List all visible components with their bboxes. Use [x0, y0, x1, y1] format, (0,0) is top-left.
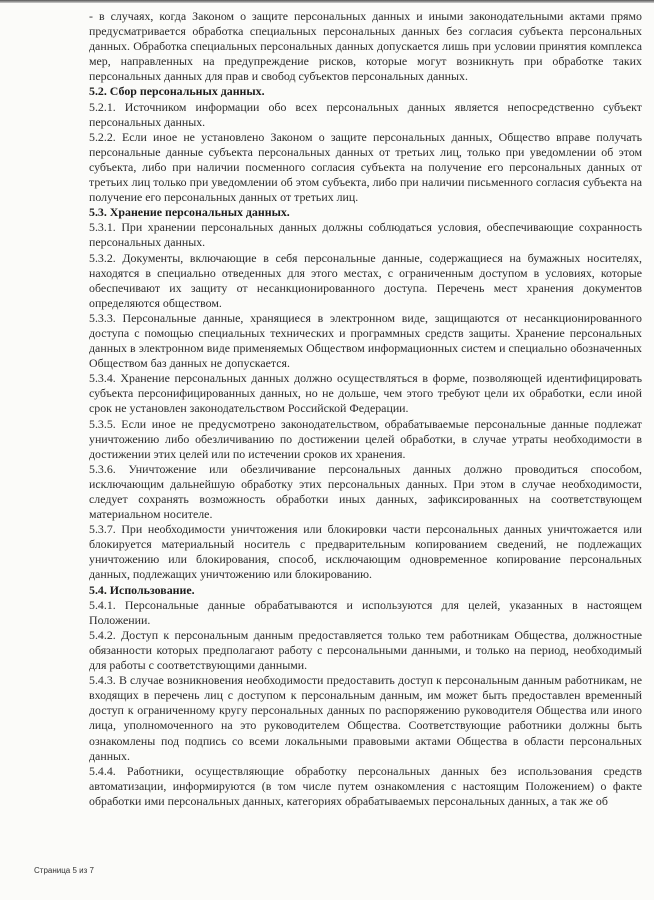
heading-collection: 5.2. Сбор персональных данных. — [89, 84, 265, 99]
paragraph-5-3-6: 5.3.6. Уничтожение или обезличивание персональных данных должно проводиться способом, исключающим дальнейшую обработку этих персональных данных. При этом в случае необходимости, следует сохранять возможность обработки иных данных, зафиксированных на соответствующем материальном носителе. — [89, 461, 642, 522]
heading-storage: 5.3. Хранение персональных данных. — [89, 205, 290, 220]
paragraph-5-4-4: 5.4.4. Работники, осуществляющие обработку персональных данных без использования средств автоматизации, информируются (в том числе путем ознакомления с настоящим Положением) о факте обработки ими персональных данных, категориях обрабатываемых персональных данных, а так же об — [89, 763, 642, 808]
paragraph-5-2-1: 5.2.1. Источником информации обо всех персональных данных является непосредственно субъект персональных данных. — [89, 99, 642, 129]
scan-edge — [0, 0, 654, 3]
paragraph-special-data: - в случаях, когда Законом о защите персональных данных и иными законодательными актами прямо предусматривается обработка специальных персональных данных без согласия субъекта персональных данных. Обработка специальных персональных данных допускается лишь при условии принятия комплекса мер, направленных на предупреждение рисков, которые могут возникнуть при обработке таких персональных данных для прав и свобод субъектов персональных данных. — [89, 9, 642, 84]
paragraph-5-4-1: 5.4.1. Персональные данные обрабатываются и используются для целей, указанных в настоящем Положении. — [89, 597, 642, 627]
heading-usage: 5.4. Использование. — [89, 582, 195, 597]
page-number-footer: Страница 5 из 7 — [34, 866, 94, 875]
paragraph-5-3-3: 5.3.3. Персональные данные, хранящиеся в электронном виде, защищаются от несанкционированного доступа с помощью специальных технических и программных средств защиты. Хранение персональных данных в электронном виде применяемых Обществом информационных систем и специально обозначенных Обществом баз данных не допускается. — [89, 310, 642, 371]
paragraph-5-3-1: 5.3.1. При хранении персональных данных должны соблюдаться условия, обеспечивающие сохранность персональных данных. — [89, 220, 642, 250]
document-page — [89, 9, 642, 809]
paragraph-5-3-2: 5.3.2. Документы, включающие в себя персональные данные, содержащиеся на бумажных носителях, находятся в специально отведенных для этого местах, с ограниченным доступом в условиях, которые обеспечивают их защиту от несанкционированного доступа. Перечень мест хранения документов определяются обществом. — [89, 250, 642, 310]
paragraph-5-3-5: 5.3.5. Если иное не предусмотрено законодательством, обрабатываемые персональные данные подлежат уничтожению либо обезличиванию по достижении целей обработки, в случае утраты необходимости в достижении этих целей или по истечении сроков их хранения. — [89, 416, 642, 461]
paragraph-5-3-7: 5.3.7. При необходимости уничтожения или блокировки части персональных данных уничтожается или блокируется материальный носитель с предварительным копированием сведений, не подлежащих уничтожению или блокирования, способ, исключающим одновременное копирование персональных данных, подлежащих уничтожению или блокированию. — [89, 522, 642, 582]
paragraph-5-2-2: 5.2.2. Если иное не установлено Законом о защите персональных данных, Общество вправе получать персональные данные субъекта персональных данных от третьих лиц, только при уведомлении об этом субъекта, либо при наличии посменного согласия субъекта на получение его персональных данных от третьих лиц только при уведомлении об этом субъекта, либо при наличии письменного согласия субъекта на получение его персональных данных от третьих лиц. — [89, 129, 642, 205]
paragraph-5-4-3: 5.4.3. В случае возникновения необходимости предоставить доступ к персональным данным работникам, не входящих в перечень лиц с доступом к персональным данным, им может быть предоставлен временный доступ к ограниченному кругу персональных данных по распоряжению руководителя Общества или иного лица, уполномоченного на это руководителем Общества. Соответствующие работники должны быть ознакомлены под подпись со всеми локальными правовыми актами Общества в области персональных данных. — [89, 673, 642, 763]
paragraph-5-3-4: 5.3.4. Хранение персональных данных должно осуществляться в форме, позволяющей идентифицировать субъекта персонифицированных данных, но не дольше, чем этого требуют цели их обработки, если иной срок не установлен законодательством Российской Федерации. — [89, 371, 642, 416]
paragraph-5-4-2: 5.4.2. Доступ к персональным данным предоставляется только тем работникам Общества, должностные обязанности которых предполагают работу с персональными данными, и только на период, необходимый для работы с соответствующими данными. — [89, 627, 642, 673]
